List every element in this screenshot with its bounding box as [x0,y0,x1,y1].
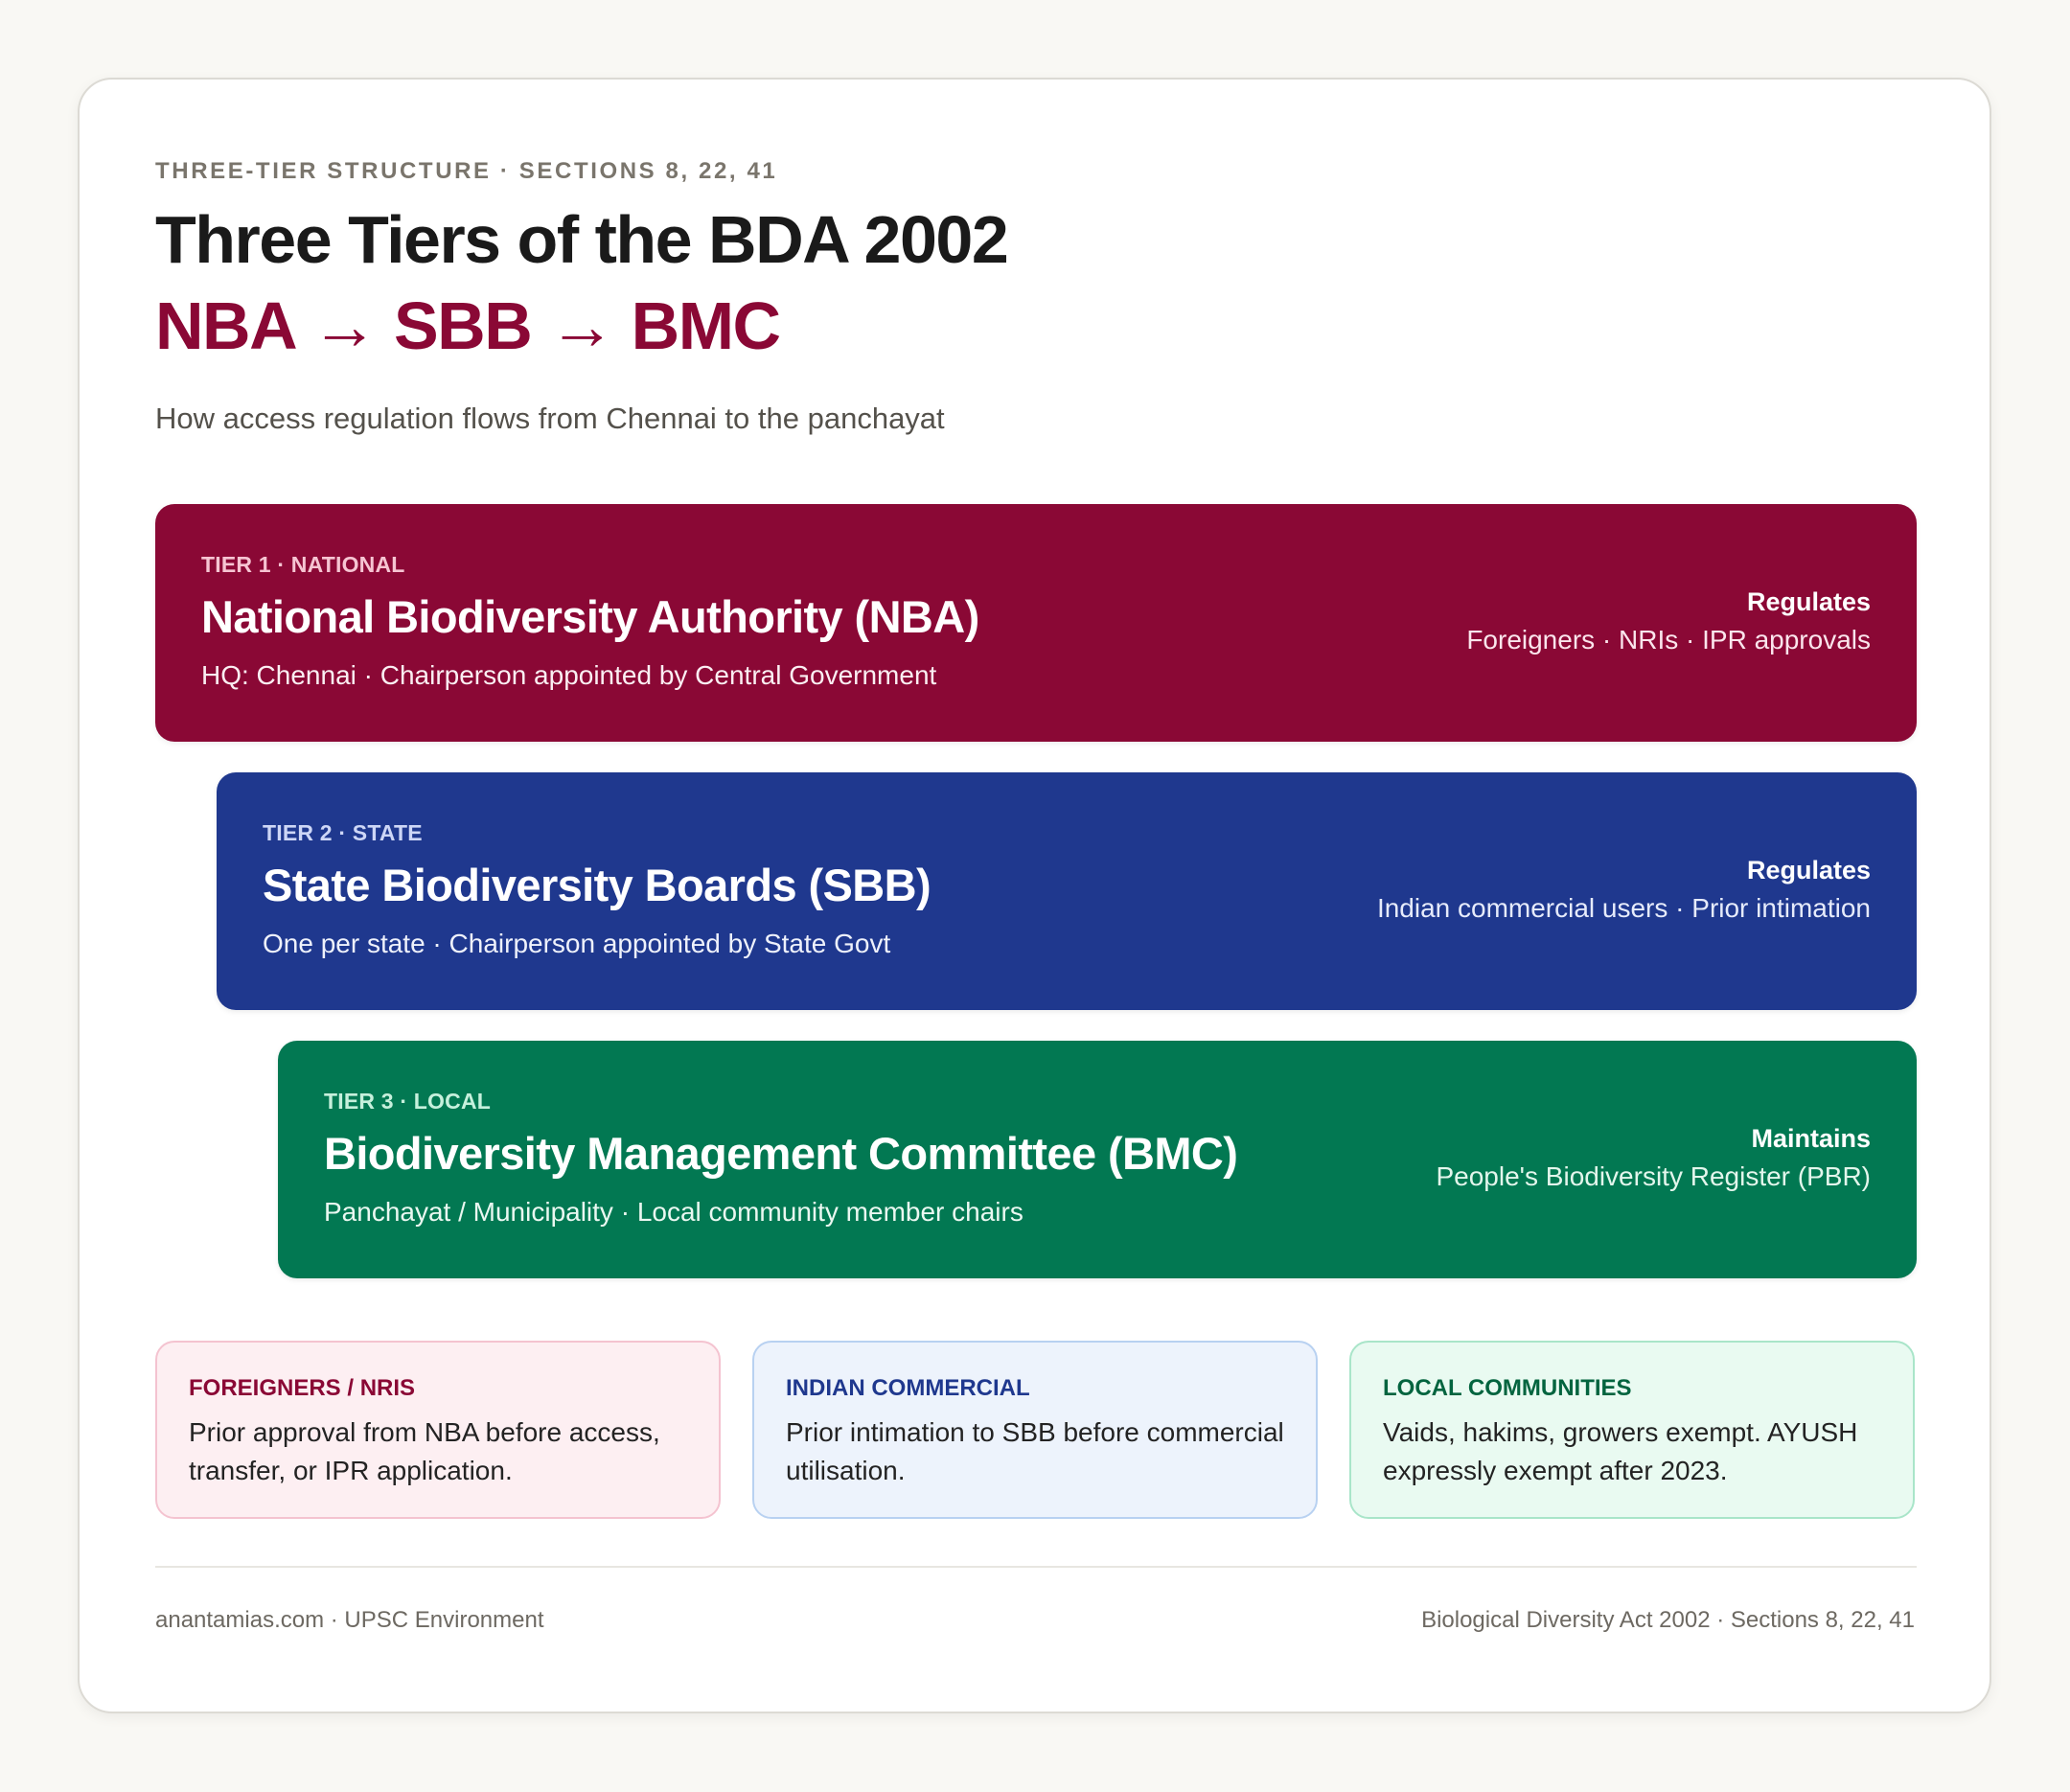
tier-description: HQ: Chennai · Chairperson appointed by Central Government [201,660,937,690]
tier-role-label: Regulates [1746,856,1871,885]
tier-label: TIER 2 · STATE [263,820,423,845]
tier-name: State Biodiversity Boards (SBB) [263,860,932,910]
tier-name: National Biodiversity Authority (NBA) [201,591,979,642]
note-title: LOCAL COMMUNITIES [1383,1375,1632,1401]
tier-label: TIER 3 · LOCAL [324,1089,492,1114]
tier-role-label: Regulates [1746,587,1871,616]
footer-source: anantamias.com · UPSC Environment [155,1607,544,1633]
tier-national-box [155,504,1917,742]
footer-divider [155,1566,1917,1568]
tier-role-value: Foreigners · NRIs · IPR approvals [1466,625,1871,655]
tier-role-value: Indian commercial users · Prior intimation [1376,893,1871,923]
note-local-communities [1349,1341,1915,1519]
tier-local-box [278,1041,1917,1278]
tier-description: One per state · Chairperson appointed by State Govt [263,929,891,958]
footer-reference: Biological Diversity Act 2002 · Sections 8, 22, 41 [1421,1607,1915,1633]
page-title: Three Tiers of the BDA 2002 [155,202,1008,277]
tier-name: Biodiversity Management Committee (BMC) [324,1128,1238,1179]
title-flow: NBA → SBB → BMC [155,288,780,363]
tier-state-box [217,772,1917,1010]
diagram-card [78,78,1991,1713]
tier-role-label: Maintains [1751,1124,1871,1153]
note-text: Vaids, hakims, growers exempt. AYUSH expressly exempt after 2023. [1383,1417,1858,1485]
subtitle: How access regulation flows from Chennai to the panchayat [155,402,945,435]
tier-label: TIER 1 · NATIONAL [201,552,405,577]
note-title: INDIAN COMMERCIAL [786,1375,1030,1401]
eyebrow: THREE-TIER STRUCTURE · SECTIONS 8, 22, 41 [155,158,778,184]
note-text: Prior intimation to SBB before commercial utilisation. [786,1417,1284,1485]
tier-description: Panchayat / Municipality · Local community member chairs [324,1197,1024,1227]
note-title: FOREIGNERS / NRIS [189,1375,416,1401]
note-text: Prior approval from NBA before access, transfer, or IPR application. [189,1417,660,1485]
note-foreigners [155,1341,721,1519]
tier-role-value: People's Biodiversity Register (PBR) [1436,1161,1871,1191]
note-indian-commercial [752,1341,1318,1519]
